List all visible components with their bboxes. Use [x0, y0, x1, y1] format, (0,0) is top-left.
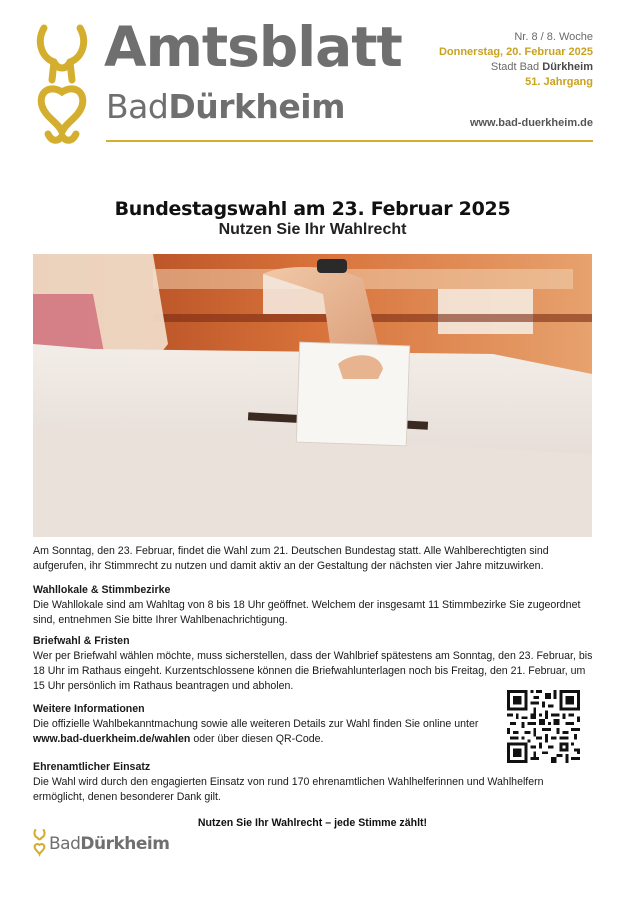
section-postal-vote	[33, 634, 593, 694]
article-subline: Nutzen Sie Ihr Wahlrecht	[218, 221, 407, 238]
masthead	[0, 0, 625, 150]
city-logo-small-icon	[33, 828, 46, 858]
section-volunteers	[33, 760, 593, 805]
section-heading: Ehrenamtlicher Einsatz	[33, 761, 151, 773]
article-intro: Am Sonntag, den 23. Februar, findet die Wahl zum 21. Deutschen Bundestag statt. Alle Wahlberechtigten sind aufgerufen, ihr Stimmrecht zu nutzen und damit aktiv an der Gestaltung der nächsten vier Jahre mitzuwirken.	[33, 545, 549, 572]
issue-city: Stadt Bad Dürkheim	[490, 61, 593, 73]
city-logo-icon	[34, 22, 90, 146]
header-website-link[interactable]: www.bad-duerkheim.de	[469, 117, 593, 129]
issue-date: Donnerstag, 20. Februar 2025	[438, 46, 593, 58]
masthead-title: Amtsblatt	[104, 15, 402, 79]
section-more-info	[33, 702, 483, 747]
section-text: Die Wahllokale sind am Wahltag von 8 bis 18 Uhr geöffnet. Welchem der insgesamt 11 Stimmbezirke Sie zugeordnet sind, entnehmen Sie bitte Ihrer Wahlbenachrichtigung.	[33, 599, 581, 626]
qr-code-icon[interactable]	[507, 690, 580, 763]
issue-info	[439, 30, 593, 90]
header-divider	[106, 140, 593, 142]
footer-logo-text: BadDürkheim	[49, 834, 170, 854]
section-text: Die Wahl wird durch den engagierten Einsatz von rund 170 ehrenamtlichen Wahlhelferinnen und Wahlhelfern ermöglicht, denen besonderer Dank gilt.	[33, 776, 544, 803]
section-text: Wer per Briefwahl wählen möchte, muss sicherstellen, dass der Wahlbrief spätestens am Sonntag, den 23. Februar, bis 18 Uhr im Rathaus eingeht. Kurzentschlossene können die Briefwahlunterlagen noch bis Freitag, den 21. Februar, um 15 Uhr persönlich im Rathaus beantragen und abholen.	[33, 650, 593, 692]
section-text: Die offizielle Wahlbekanntmachung sowie alle weiteren Details zur Wahl finden Sie online unter www.bad-duerkheim.de/wahlen oder über diesen QR-Code.	[33, 718, 479, 745]
issue-year: 51. Jahrgang	[525, 76, 593, 88]
section-polling-stations	[33, 583, 593, 628]
section-heading: Briefwahl & Fristen	[33, 635, 130, 647]
section-heading: Weitere Informationen	[33, 703, 145, 715]
ballot-photo-illustration	[33, 254, 592, 537]
ballot-box-photo	[33, 254, 592, 537]
article-headline: Bundestagswahl am 23. Februar 2025	[114, 198, 511, 220]
footer-logo	[33, 828, 183, 858]
section-heading: Wahllokale & Stimmbezirke	[33, 584, 171, 596]
masthead-subtitle: BadDürkheim	[106, 87, 345, 126]
issue-number: Nr. 8 / 8. Woche	[514, 31, 593, 43]
closing-slogan: Nutzen Sie Ihr Wahlrecht – jede Stimme zählt!	[197, 817, 428, 829]
election-info-link[interactable]: www.bad-duerkheim.de/wahlen	[33, 733, 191, 745]
